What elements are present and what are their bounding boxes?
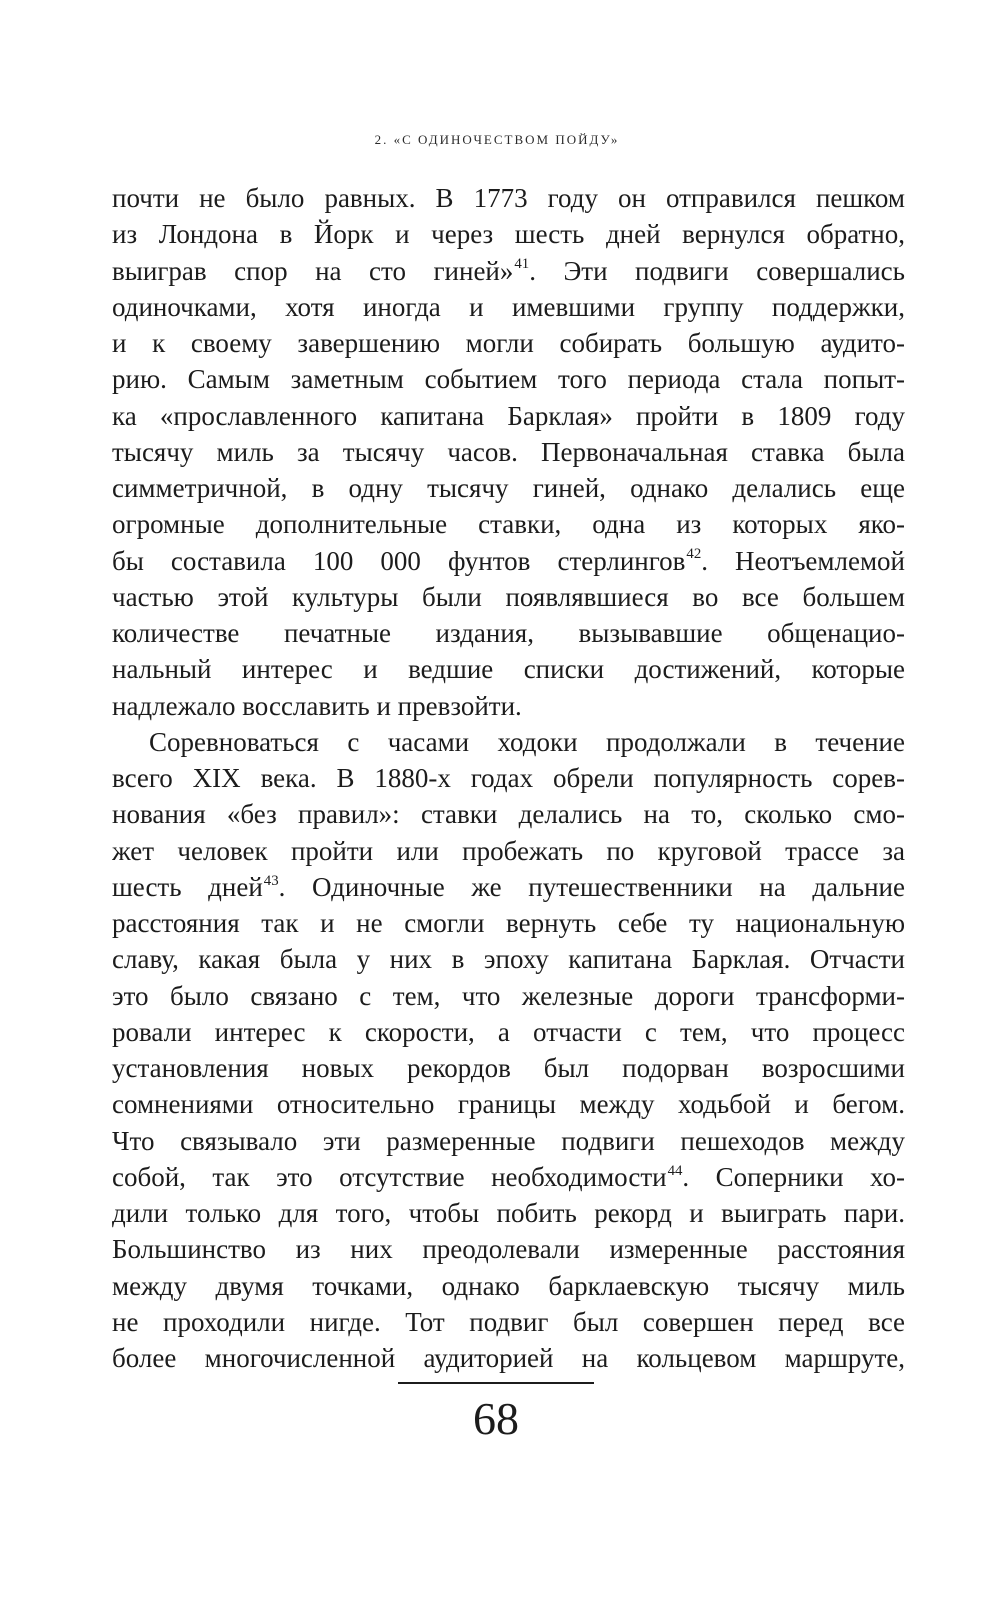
text-line: всего XIX века. В 1880-х годах обрели популярность сорев- [112,763,905,793]
text-line: жет человек пройти или пробежать по круговой трассе за [112,835,905,866]
text-line: симметричной, в одну тысячу гиней, однако делались еще [112,473,905,503]
text-line: количестве печатные издания, вызывавшие общенацио- [112,618,905,648]
text-line: одиночками, хотя иногда и имевшими группу поддержки, [112,291,905,322]
text-line: рию. Самым заметным событием того периода стала попыт- [112,364,905,395]
text-line: нальный интерес и ведшие списки достижений, которые [112,654,905,685]
text-line [112,869,905,905]
line-text-before: выиграв спор на сто гиней» [112,255,514,286]
footnote-ref-41: 41 [514,256,530,273]
text-line [112,1159,905,1195]
paragraph-1 [112,180,905,724]
text-line: это было связано с тем, что железные дороги трансформи- [112,980,905,1011]
paragraph-2 [112,724,905,1377]
text-line: ровали интерес к скорости, а отчасти с тем, что процесс [112,1016,905,1047]
text-line: между двумя точками, однако барклаевскую тысячу миль [112,1270,905,1301]
text-line: из Лондона в Йорк и через шесть дней вернулся обратно, [112,219,905,250]
text-line: надлежало восславить и превзойти. [112,690,522,721]
text-line: более многочисленной аудиторией на кольцевом маршруте, [112,1343,905,1373]
text-line: славу, какая была у них в эпоху капитана Барклая. Отчасти [112,944,905,975]
text-line: ка «прославленного капитана Барклая» пройти в 1809 году [112,400,905,431]
footnote-ref-44: 44 [667,1162,683,1179]
text-line: сомнениями относительно границы между ходьбой и бегом. [112,1089,905,1120]
line-text-before: собой, так это отсутствие необходимости [112,1161,667,1192]
text-line: нования «без правил»: ставки делались на то, сколько смо- [112,799,905,830]
text-line: и к своему завершению могли собирать большую аудито- [112,328,905,358]
text-line: не проходили нигде. Тот подвиг был совершен перед все [112,1306,905,1337]
line-text-before: бы составила 100 000 фунтов стерлингов [112,545,686,576]
text-line: огромные дополнительные ставки, одна из которых яко- [112,509,905,540]
line-text-after: . Эти подвиги совершались [529,255,905,286]
text-line: тысячу миль за тысячу часов. Первоначальная ставка была [112,436,905,467]
line-text-after: . Одиночные же путешественники на дальние [278,871,905,902]
text-line: Соревноваться с часами ходоки продолжали в течение [149,726,905,757]
text-line [112,253,905,289]
footnote-ref-42: 42 [686,546,702,563]
text-line: частью этой культуры были появлявшиеся во все большем [112,581,905,612]
page-number: 68 [473,1393,519,1444]
page-number-rule [398,1382,594,1384]
text-line: дили только для того, чтобы побить рекорд и выиграть пари. [112,1198,905,1228]
line-text-before: шесть дней [112,871,263,902]
line-text-after: . Неотъемлемой [701,545,905,576]
text-line: Большинство из них преодолевали измеренные расстояния [112,1234,905,1265]
running-header: 2. «С ОДИНОЧЕСТВОМ ПОЙДУ» [374,132,620,147]
text-line: расстояния так и не смогли вернуть себе ту национальную [112,908,905,938]
text-line: почти не было равных. В 1773 году он отправился пешком [112,183,905,213]
text-line [112,543,905,579]
line-text-after: . Соперники хо- [682,1161,905,1192]
footnote-ref-43: 43 [263,872,279,889]
text-line: установления новых рекордов был подорван возросшими [112,1053,905,1083]
text-line: Что связывало эти размеренные подвиги пешеходов между [112,1125,905,1156]
body-text [112,180,905,1376]
